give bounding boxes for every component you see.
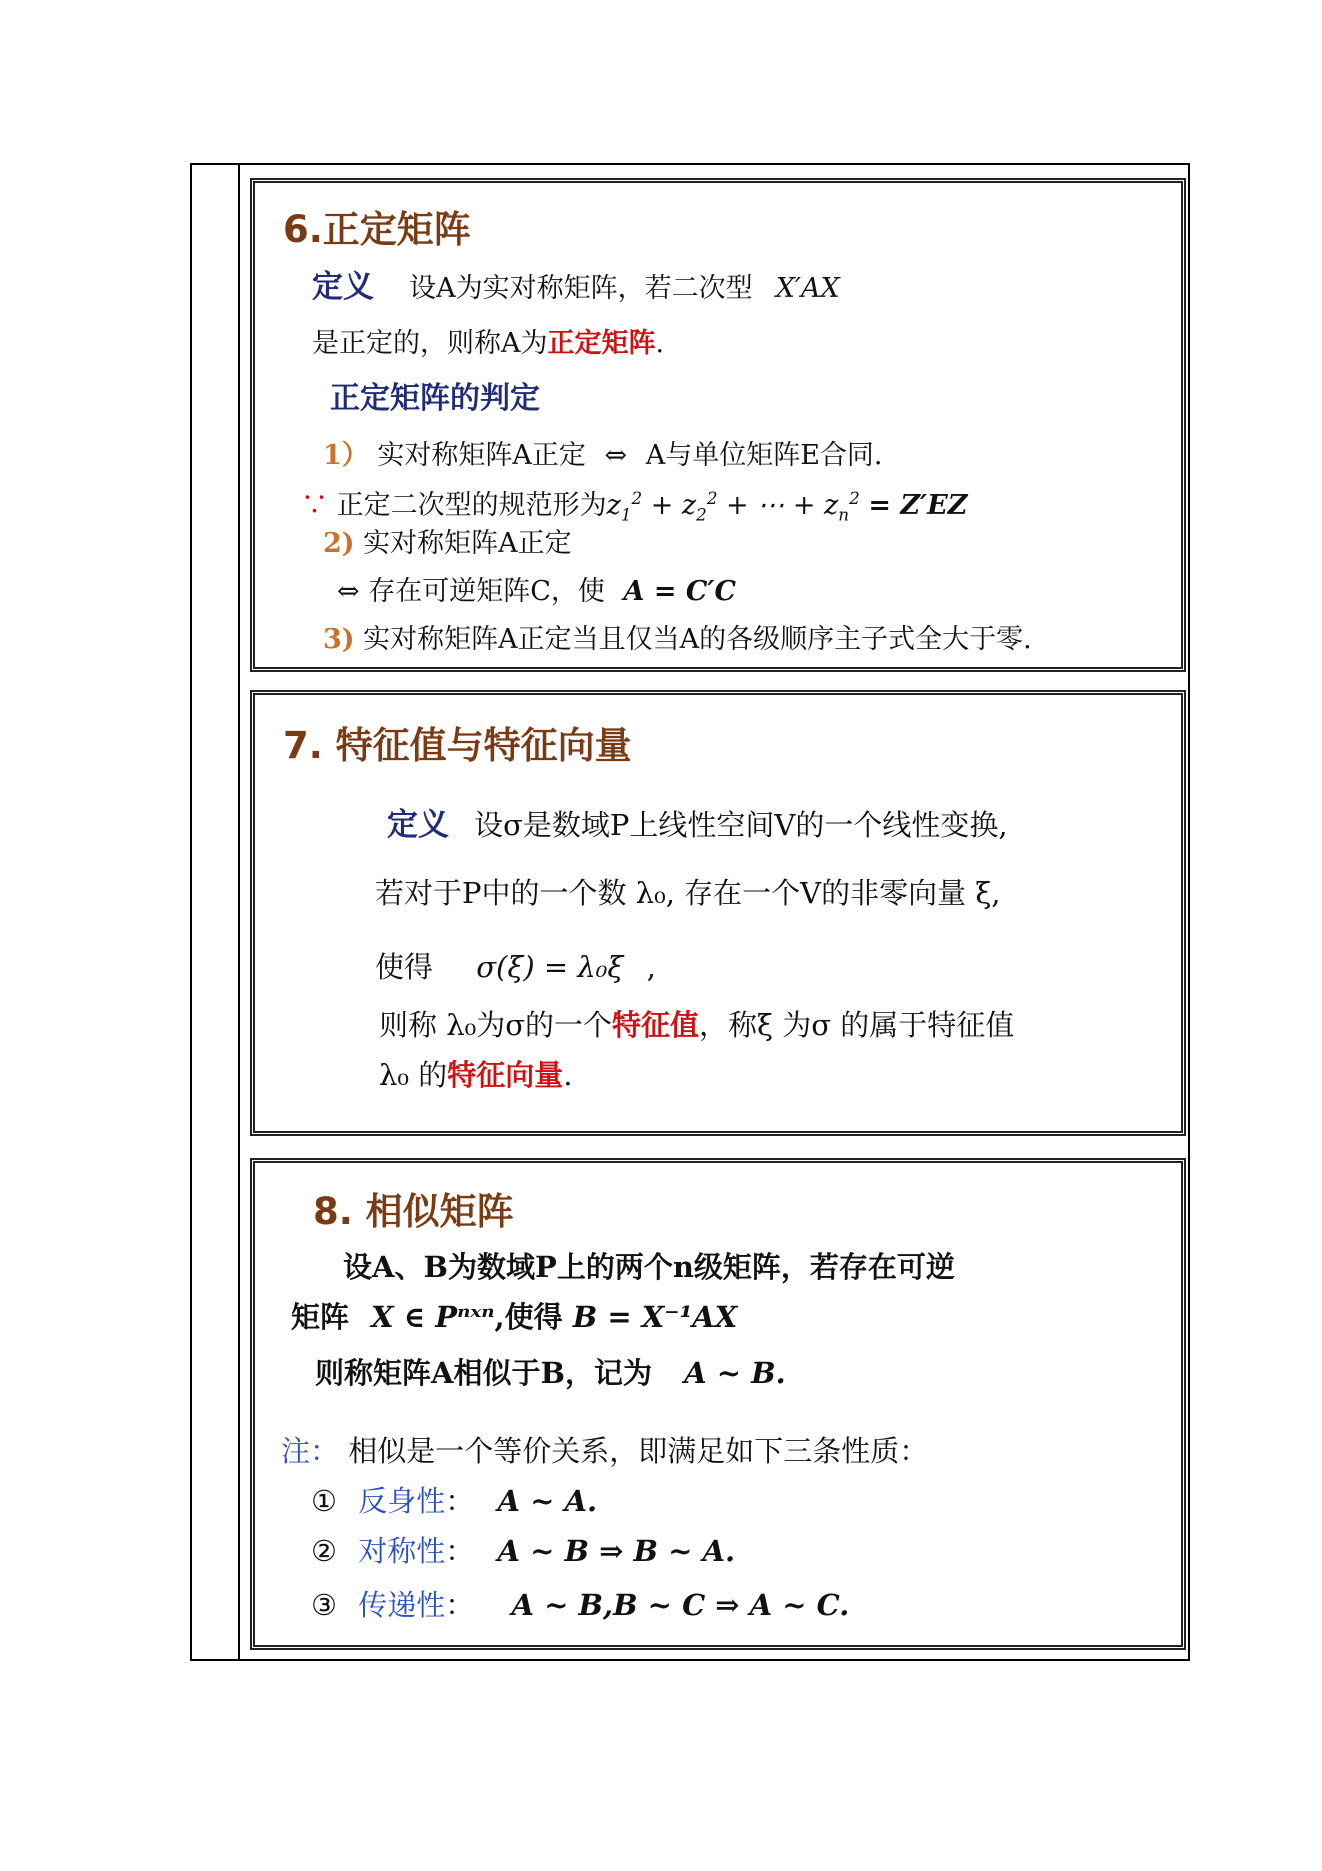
colon: ： bbox=[445, 1484, 475, 1518]
definition-line-3 bbox=[375, 945, 656, 986]
note-line bbox=[281, 1429, 928, 1470]
quadratic-form-formula: X′AX bbox=[775, 273, 840, 304]
canonical-form-formula: $z_1^2 + z_2^2$ + ⋯ + $z_n^2$ bbox=[606, 488, 860, 525]
property-reflexive bbox=[311, 1479, 597, 1520]
definition-line-2-text: 是正定的，则称A为 bbox=[312, 328, 548, 359]
iff-symbol: ⇔ bbox=[604, 440, 628, 471]
property-symmetric bbox=[311, 1529, 735, 1570]
property-formula: A ~ B,B ~ C ⇒ A ~ C. bbox=[511, 1588, 850, 1622]
eigen-equation: σ(ξ) = λ₀ξ bbox=[476, 950, 624, 984]
definition-row bbox=[312, 261, 840, 306]
property-name: 对称性 bbox=[358, 1534, 446, 1568]
property-formula: A ~ B ⇒ B ~ A. bbox=[497, 1534, 736, 1568]
criteria-subheading: 正定矩阵的判定 bbox=[330, 381, 540, 416]
definition-label: 定义 bbox=[312, 269, 374, 305]
criterion-text: 实对称矩阵A正定 bbox=[363, 528, 572, 559]
property-transitive bbox=[311, 1583, 849, 1624]
property-name: 反身性 bbox=[358, 1484, 446, 1518]
definition-line-2 bbox=[312, 321, 664, 360]
criterion-2-line-2 bbox=[337, 569, 736, 608]
property-name: 传递性 bbox=[358, 1588, 446, 1622]
criterion-number: 2) bbox=[323, 528, 355, 559]
similarity-formula: B = X⁻¹AX bbox=[572, 1300, 738, 1334]
slide-title: 7. 特征值与特征向量 bbox=[283, 724, 632, 767]
note-text: 相似是一个等价关系，即满足如下三条性质： bbox=[348, 1434, 929, 1468]
definition-text: 设A为实对称矩阵，若二次型 bbox=[409, 273, 753, 304]
slide-title: 8. 相似矩阵 bbox=[313, 1190, 514, 1233]
criterion-3 bbox=[323, 617, 1032, 656]
criterion-text: 实对称矩阵A正定当且仅当A的各级顺序主子式全大于零. bbox=[363, 624, 1032, 655]
because-symbol: ∵ bbox=[301, 490, 328, 521]
iff-symbol: ⇔ bbox=[337, 576, 360, 607]
line-text: 使得 bbox=[375, 950, 434, 984]
line-text: ，称ξ 为σ 的属于特征值 bbox=[699, 1008, 1015, 1042]
note-label: 注： bbox=[281, 1434, 340, 1468]
property-formula: A ~ A. bbox=[497, 1484, 598, 1518]
because-text: 正定二次型的规范形为 bbox=[336, 490, 607, 521]
property-number: ① bbox=[311, 1484, 337, 1518]
criterion-rest: A与单位矩阵E合同. bbox=[645, 440, 883, 471]
line-text: λ₀ 的 bbox=[379, 1058, 448, 1092]
definition-line-4 bbox=[379, 1003, 1014, 1044]
line-text: 则称矩阵A相似于B，记为 bbox=[315, 1356, 653, 1390]
colon: ： bbox=[445, 1588, 475, 1622]
criterion-number: 3) bbox=[323, 624, 355, 655]
definition-line-1: 设A、B为数域P上的两个n级矩阵，若存在可逆 bbox=[343, 1250, 955, 1284]
definition-line-2 bbox=[291, 1295, 737, 1336]
matrix-set-formula: X ∈ Pⁿˣⁿ bbox=[371, 1300, 495, 1334]
period: . bbox=[655, 328, 665, 359]
property-number: ③ bbox=[311, 1588, 337, 1622]
criterion-2 bbox=[323, 521, 572, 560]
line-text: 则称 λ₀为σ的一个 bbox=[379, 1008, 613, 1042]
period: . bbox=[563, 1058, 573, 1092]
definition-line-2: 若对于P中的一个数 λ₀, 存在一个V的非零向量 ξ, bbox=[375, 876, 1001, 910]
criterion-text: 实对称矩阵A正定 bbox=[377, 440, 586, 471]
slide-eigenvalues-eigenvectors bbox=[250, 690, 1186, 1136]
slide-positive-definite-matrix bbox=[250, 178, 1186, 672]
definition-line-5 bbox=[379, 1053, 572, 1094]
slide-title: 6.正定矩阵 bbox=[283, 208, 471, 251]
definition-line-3 bbox=[315, 1351, 786, 1392]
comma: , bbox=[646, 950, 656, 984]
criterion-rest: 存在可逆矩阵C，使 bbox=[368, 576, 605, 607]
criterion-1 bbox=[323, 433, 883, 472]
criterion-number: 1） bbox=[323, 440, 369, 471]
term-eigenvalue: 特征值 bbox=[612, 1008, 700, 1042]
line-text: ,使得 bbox=[494, 1300, 563, 1334]
congruence-formula: A = C′C bbox=[623, 576, 736, 607]
definition-text: 设σ是数域P上线性空间V的一个线性变换, bbox=[474, 808, 1008, 842]
term-positive-definite-matrix: 正定矩阵 bbox=[547, 328, 656, 359]
canonical-form-rhs: = Z′EZ bbox=[868, 490, 968, 521]
colon: ： bbox=[445, 1534, 475, 1568]
table-left-column-divider bbox=[238, 163, 240, 1661]
definition-label: 定义 bbox=[387, 807, 449, 843]
definition-row bbox=[387, 799, 1008, 844]
property-number: ② bbox=[311, 1534, 337, 1568]
similarity-notation: A ~ B. bbox=[684, 1356, 786, 1390]
term-eigenvector: 特征向量 bbox=[447, 1058, 564, 1092]
slide-similar-matrices bbox=[250, 1158, 1186, 1650]
because-line bbox=[301, 483, 967, 524]
line-text: 矩阵 bbox=[291, 1300, 350, 1334]
